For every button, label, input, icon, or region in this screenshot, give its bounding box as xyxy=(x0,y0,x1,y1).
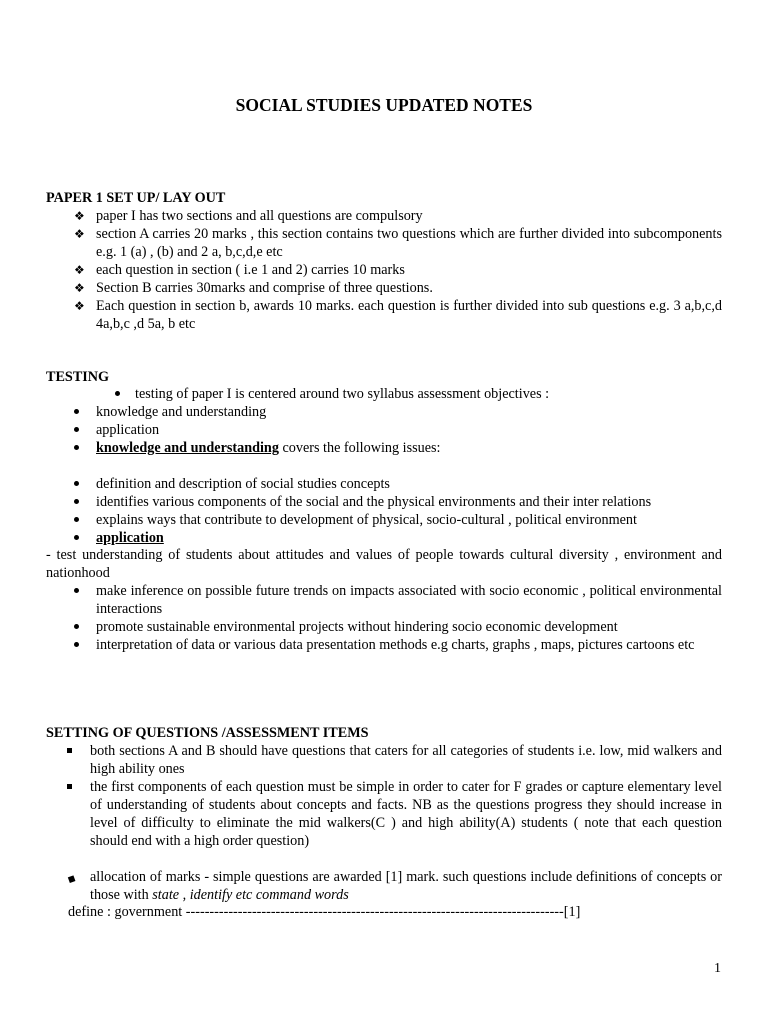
application-paragraph: - test understanding of students about attitudes and values of people towards cultural diversity , environment and nationhood xyxy=(46,547,722,581)
section-heading-paper-setup: PAPER 1 SET UP/ LAY OUT xyxy=(46,190,226,206)
bullet-icon xyxy=(74,618,90,636)
paper-setup-list xyxy=(46,207,722,333)
bullet-icon xyxy=(74,403,90,421)
diamond-bullet-icon: ❖ xyxy=(74,263,85,277)
section-heading-setting-questions: SETTING OF QUESTIONS /ASSESSMENT ITEMS xyxy=(46,725,369,741)
testing-list xyxy=(46,385,722,547)
ku-label: knowledge and understanding xyxy=(96,440,279,456)
bullet-icon xyxy=(74,511,90,529)
list-item: identifies various components of the social and the physical environments and their inter relations xyxy=(46,493,722,511)
bullet-icon xyxy=(74,493,90,511)
square-bullet-icon xyxy=(67,778,83,796)
list-item: testing of paper I is centered around two syllabus assessment objectives : xyxy=(46,385,722,403)
square-bullet-icon xyxy=(67,742,83,760)
list-item: knowledge and understanding xyxy=(46,403,722,421)
bullet-icon xyxy=(74,439,90,457)
page-title: SOCIAL STUDIES UPDATED NOTES xyxy=(235,95,533,115)
list-item: ❖ section A carries 20 marks , this section contains two questions which are further divided into subcomponents e.g. 1 (a) , (b) and 2 a, b,c,d,e etc xyxy=(74,226,722,260)
list-item: interpretation of data or various data presentation methods e.g charts, graphs , maps, pictures cartoons etc xyxy=(46,636,722,654)
bullet-icon xyxy=(115,385,131,403)
diamond-bullet-icon: ❖ xyxy=(74,227,85,241)
list-item: application xyxy=(46,421,722,439)
list-item: explains ways that contribute to development of physical, socio-cultural , political environment xyxy=(46,511,722,529)
page-number: 1 xyxy=(714,961,721,976)
bullet-icon xyxy=(74,475,90,493)
list-item: ❖ Each question in section b, awards 10 marks. each question is further divided into sub questions e.g. 3 a,b,c,d 4a,b,c ,d 5a, b etc xyxy=(74,298,722,332)
section-heading-testing: TESTING xyxy=(46,369,110,385)
list-item: promote sustainable environmental projects without hindering socio economic development xyxy=(46,618,722,636)
bullet-icon xyxy=(74,421,90,439)
list-item: both sections A and B should have questions that caters for all categories of students i.e. low, mid walkers and high ability ones xyxy=(46,742,722,778)
slanted-bullet-icon: ▪ xyxy=(65,870,78,887)
application-list xyxy=(46,582,722,654)
list-item: knowledge and understanding covers the following issues: xyxy=(46,439,722,457)
list-item: ❖ Section B carries 30marks and comprise of three questions. xyxy=(74,280,433,296)
list-item: ❖ paper I has two sections and all questions are compulsory xyxy=(74,208,423,224)
define-line: define : government --------------------------------------------------------------------------------[1] xyxy=(68,904,581,920)
bullet-icon xyxy=(74,636,90,654)
diamond-bullet-icon: ❖ xyxy=(74,209,85,223)
list-item: ▪ allocation of marks - simple questions are awarded [1] mark. such questions include definitions of concepts or those with state , identify etc command words xyxy=(46,868,722,904)
diamond-bullet-icon: ❖ xyxy=(74,281,85,295)
list-item: ❖ each question in section ( i.e 1 and 2) carries 10 marks xyxy=(74,262,405,278)
list-item: make inference on possible future trends on impacts associated with socio economic , political environmental interactions xyxy=(46,582,722,618)
diamond-bullet-icon: ❖ xyxy=(74,299,85,313)
bullet-icon xyxy=(74,529,90,547)
application-label: application xyxy=(96,530,164,546)
setting-questions-list xyxy=(46,742,722,904)
bullet-icon xyxy=(74,582,90,600)
list-item: definition and description of social studies concepts xyxy=(46,475,722,493)
list-item: the first components of each question must be simple in order to cater for F grades or capture elementary level of understanding of students about concepts and facts. NB as the questions progress they should increase in level of difficulty to eliminate the mid walkers(C ) and high ability(A) students ( note that each question should end with a high order question) xyxy=(46,778,722,850)
list-item xyxy=(46,529,722,547)
